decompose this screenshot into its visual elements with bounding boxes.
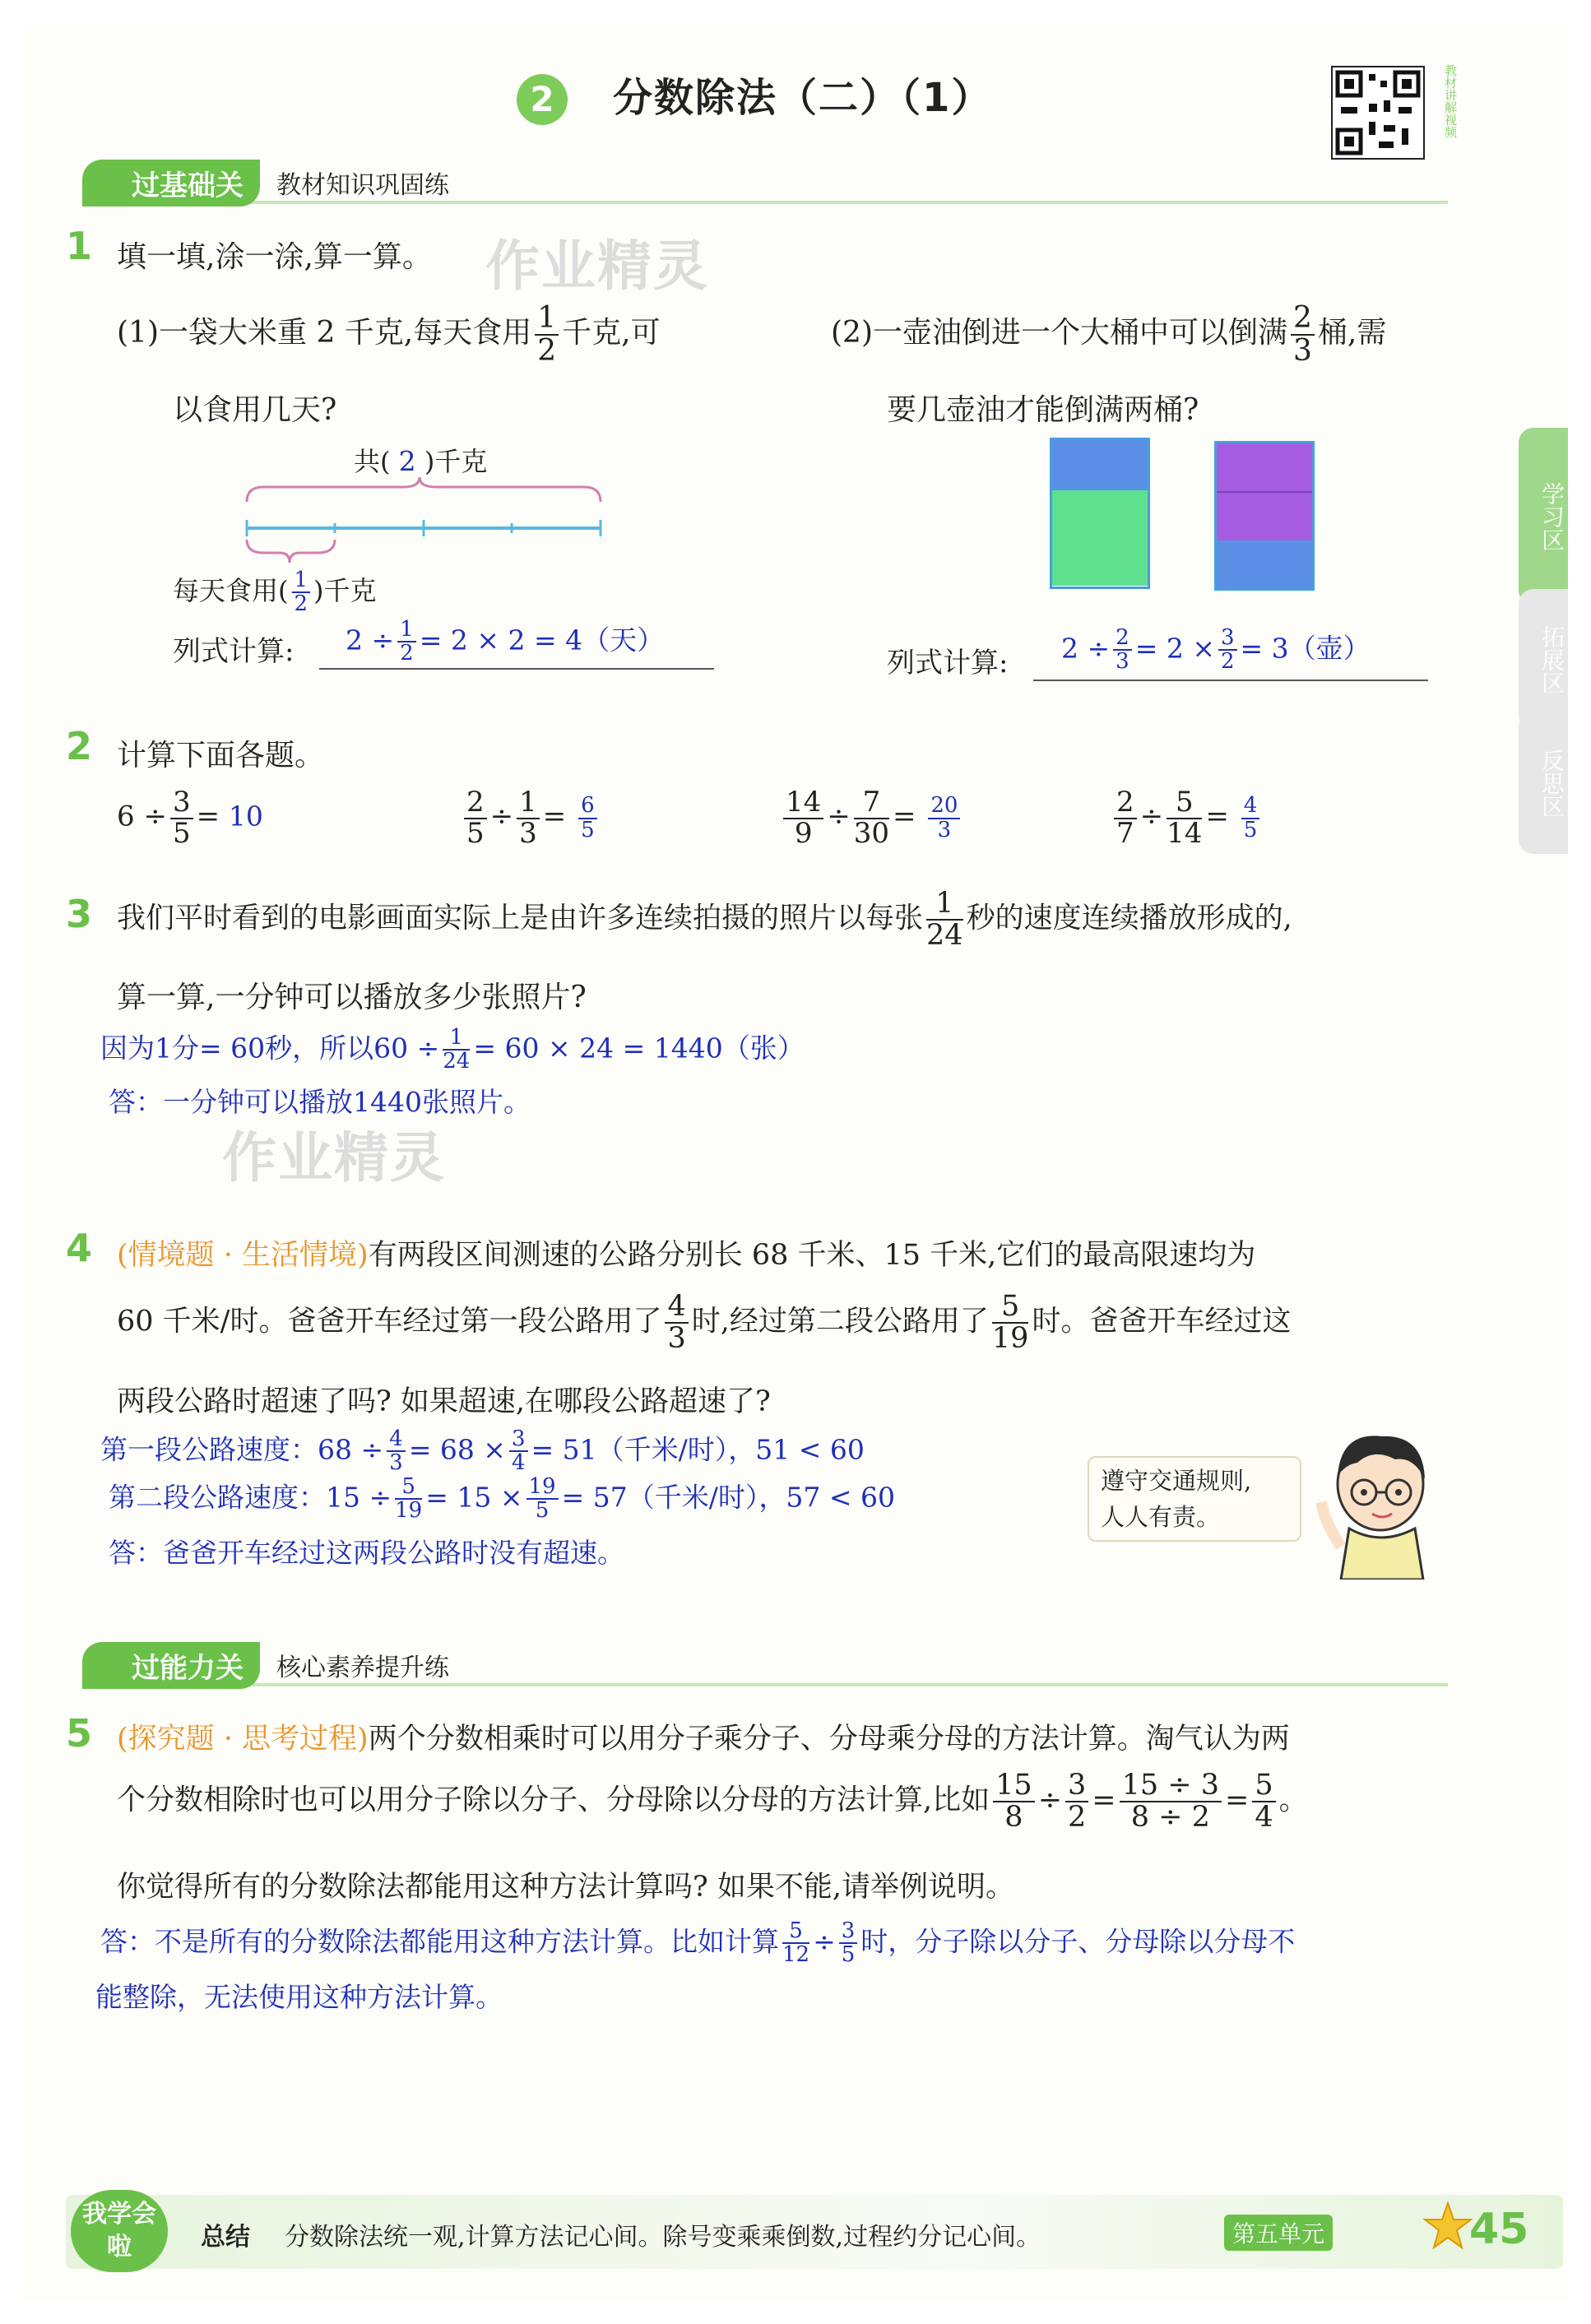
qr-side-label: 教材讲解视频: [1443, 64, 1458, 138]
q2-item-1: 6 ÷ $\frac{3}{5}$ = 10: [117, 786, 263, 850]
q5-answer-2: 能整除，无法使用这种方法计算。: [95, 1981, 503, 2013]
summary-label: 总结: [201, 2223, 250, 2252]
q2-item-3: $\frac{14}{9}$ ÷ $\frac{7}{30}$ = $\frac{20}{3}$: [780, 788, 963, 848]
section-tag: 过能力关: [82, 1642, 260, 1689]
answer-underline: [319, 668, 714, 670]
q1-part1-answer: 2 ÷ $\frac{1}{2}$ = 2 × 2 = 4（天）: [346, 617, 665, 666]
footer-badge: 我学会啦: [71, 2190, 168, 2272]
summary-text: 分数除法统一观,计算方法记心间。除号变乘乘倒数,过程约分记心间。: [285, 2223, 1041, 2252]
q4-line3: 两段公路时超速了吗? 如果超速,在哪段公路超速了?: [117, 1385, 771, 1418]
q1-part2-answer: 2 ÷ $\frac{2}{3}$ = 2 × $\frac{3}{2}$ = 3（壶）: [1061, 625, 1371, 675]
q3-line2: 算一算,一分钟可以播放多少张照片?: [117, 981, 587, 1014]
calc-label-1: 列式计算:: [173, 635, 295, 668]
q3-line1: 我们平时看到的电影画面实际上是由许多连续拍摄的照片以每张 $\frac{1}{24}$ 秒的速度连续播放形成的,: [117, 887, 1292, 952]
unit-label: 第五单元: [1224, 2215, 1333, 2251]
section-subtitle: 核心素养提升练: [276, 1654, 449, 1682]
lesson-number-badge: 2: [517, 74, 568, 125]
q5-line3: 你觉得所有的分数除法都能用这种方法计算吗? 如果不能,请举例说明。: [117, 1871, 1015, 1904]
star-icon: [1423, 2201, 1473, 2251]
bucket-1: [1050, 438, 1150, 589]
section-subtitle: 教材知识巩固练: [276, 171, 449, 200]
qr-code-icon[interactable]: [1331, 66, 1425, 160]
side-tab-extend[interactable]: 拓展区: [1519, 589, 1568, 731]
daily-label: 每天食用( $\frac{1}{2}$ )千克: [173, 568, 377, 617]
q1-part2-text: (2)一壶油倒进一个大桶中可以倒满 $\frac{2}{3}$ 桶,需: [831, 301, 1387, 368]
side-tab-reflect[interactable]: 反思区: [1519, 712, 1568, 854]
side-tab-study[interactable]: 学习区: [1519, 428, 1568, 605]
q5-answer-1: 答：不是所有的分数除法都能用这种方法计算。比如计算 $\frac{5}{12}$ ÷ $\frac{3}{5}$ 时，分子除以分子、分母除以分母不: [100, 1918, 1296, 1968]
number-line-diagram: [239, 477, 617, 568]
page-number: 45: [1469, 2205, 1529, 2254]
q1-part2-line2: 要几壶油才能倒满两桶?: [887, 393, 1199, 427]
total-label: 共( 2 )千克: [354, 445, 488, 477]
question-number: 4: [66, 1226, 93, 1270]
q5-line2: 个分数相除时也可以用分子除以分子、分母除以分母的方法计算,比如 $\frac{15}{8}$ ÷ $\frac{3}{2}$ = $\frac{15 \div 3}{8 \div 2}$ = $\frac{5}{4}$ 。: [117, 1769, 1308, 1834]
calc-label-2: 列式计算:: [887, 647, 1009, 680]
speech-bubble: [1088, 1456, 1301, 1542]
bubble-line: 遵守交通规则,: [1101, 1467, 1252, 1495]
boy-character-icon: [1316, 1423, 1440, 1579]
watermark: 作业精灵: [485, 234, 709, 298]
question-number: 1: [66, 224, 93, 268]
q4-line1: (情境题 · 生活情境)有两段区间测速的公路分别长 68 千米、15 千米,它们的最高限速均为: [117, 1239, 1256, 1272]
question-number: 5: [66, 1711, 93, 1756]
section-basic: [82, 160, 449, 206]
question-number: 3: [66, 892, 93, 936]
bubble-line: 人人有责。: [1101, 1503, 1221, 1531]
q4-line2: 60 千米/时。爸爸开车经过第一段公路用了 $\frac{4}{3}$ 时,经过第二段公路用了 $\frac{5}{19}$ 时。爸爸开车经过这: [117, 1290, 1292, 1355]
q3-answer-2: 答：一分钟可以播放1440张照片。: [109, 1086, 531, 1118]
section-ability: [82, 1642, 449, 1688]
bucket-2: [1214, 441, 1315, 591]
question-stem: 填一填,涂一涂,算一算。: [117, 240, 432, 274]
q4-answer-2: 第二段公路速度：15 ÷ $\frac{5}{19}$ = 15 × $\frac{19}{5}$ = 57（千米/时），57 < 60: [109, 1474, 895, 1524]
q1-part1-line2: 以食用几天?: [173, 393, 337, 427]
question-number: 2: [66, 724, 93, 768]
page-title: 分数除法（二）（1）: [613, 75, 993, 121]
q2-item-4: $\frac{2}{7}$ ÷ $\frac{5}{14}$ = $\frac{4}{5}$: [1111, 788, 1263, 848]
question-stem: 计算下面各题。: [117, 739, 325, 772]
watermark: 作业精灵: [222, 1126, 446, 1190]
answer-underline: [1033, 680, 1428, 681]
q1-part1-text: (1)一袋大米重 2 千克,每天食用 $\frac{1}{2}$ 千克,可: [117, 301, 661, 368]
section-tag: 过基础关: [82, 160, 260, 206]
q4-answer-3: 答：爸爸开车经过这两段公路时没有超速。: [109, 1537, 624, 1569]
q5-line1: (探究题 · 思考过程)两个分数相乘时可以用分子乘分子、分母乘分母的方法计算。淘气认为两: [117, 1723, 1290, 1756]
q3-answer-1: 因为1分= 60秒，所以60 ÷ $\frac{1}{24}$ = 60 × 24 = 1440（张）: [100, 1025, 805, 1074]
q2-item-2: $\frac{2}{5}$ ÷ $\frac{1}{3}$ = $\frac{6}{5}$: [461, 788, 601, 848]
q4-answer-1: 第一段公路速度：68 ÷ $\frac{4}{3}$ = 68 × $\frac{3}{4}$ = 51（千米/时），51 < 60: [100, 1426, 865, 1476]
